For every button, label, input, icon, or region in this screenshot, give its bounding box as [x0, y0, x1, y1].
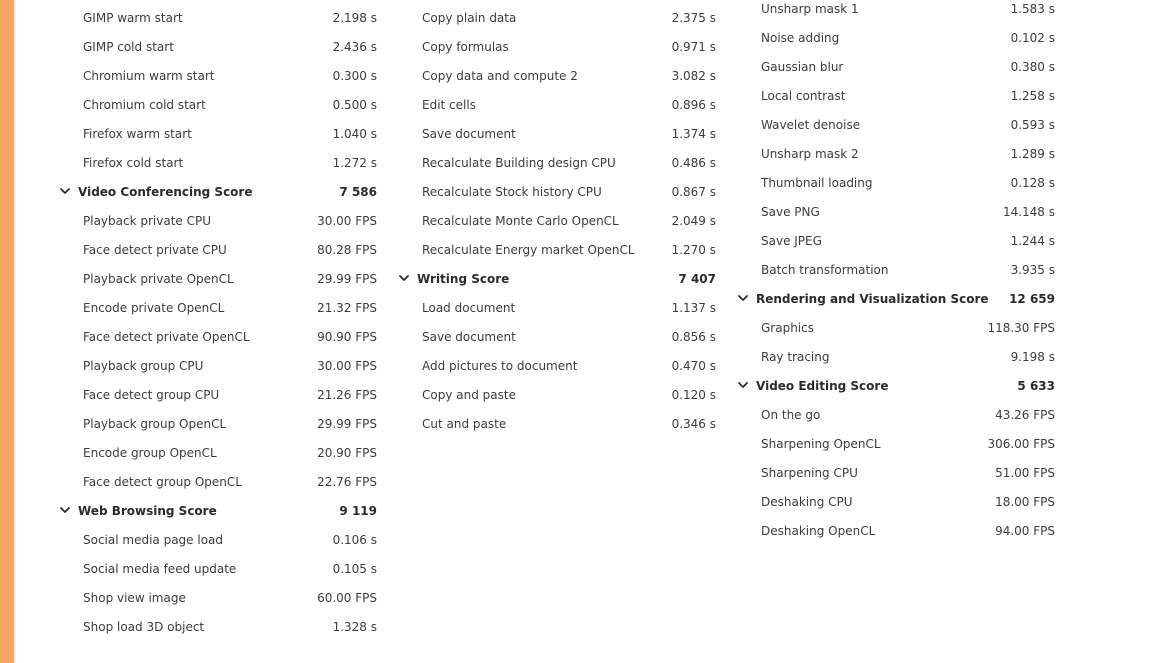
metric-row — [59, 32, 389, 61]
metric-label: Copy plain data — [422, 10, 517, 25]
metric-value: 0.120 s — [671, 387, 716, 402]
metric-value: 0.470 s — [671, 358, 716, 373]
metric-row — [398, 3, 728, 32]
video-conferencing-metric-row — [59, 235, 389, 264]
metric-label: Ray tracing — [761, 349, 830, 364]
metric-value: 2.436 s — [332, 39, 377, 54]
video-conferencing-section-title: Video Conferencing Score — [78, 184, 253, 199]
metric-row — [59, 148, 389, 177]
metric-row — [737, 81, 1067, 110]
metric-label: Playback private CPU — [83, 213, 211, 228]
metric-label: Graphics — [761, 320, 814, 335]
metric-label: Save PNG — [761, 204, 820, 219]
metric-value: 0.102 s — [1010, 30, 1055, 45]
metric-value: 43.26 FPS — [995, 407, 1055, 422]
metric-value: 1.272 s — [332, 155, 377, 170]
metric-value: 1.258 s — [1010, 88, 1055, 103]
metric-row — [737, 0, 1067, 23]
metric-value: 306.00 FPS — [987, 436, 1055, 451]
metric-label: Recalculate Monte Carlo OpenCL — [422, 213, 619, 228]
metric-value: 0.380 s — [1010, 59, 1055, 74]
metric-label: Load document — [422, 300, 516, 315]
metric-label: Sharpening CPU — [761, 465, 858, 480]
metric-row — [59, 119, 389, 148]
metric-label: Unsharp mask 2 — [761, 146, 859, 161]
metric-value: 30.00 FPS — [317, 358, 377, 373]
metric-label: Edit cells — [422, 97, 476, 112]
video-conferencing-metric-row — [59, 206, 389, 235]
metric-value: 0.486 s — [671, 155, 716, 170]
metric-value: 1.289 s — [1010, 146, 1055, 161]
video-conferencing-metric-row — [59, 293, 389, 322]
writing-metric-row — [398, 322, 728, 351]
metric-label: Recalculate Energy market OpenCL — [422, 242, 635, 257]
metric-row — [737, 226, 1067, 255]
video-editing-metric-row — [737, 400, 1067, 429]
metric-value: 1.328 s — [332, 619, 377, 634]
video-editing-section-title: Video Editing Score — [756, 378, 889, 393]
rendering-visualization-section-title: Rendering and Visualization Score — [756, 291, 989, 306]
metric-value: 51.00 FPS — [995, 465, 1055, 480]
web-browsing-score-value: 9 119 — [339, 503, 377, 518]
metric-value: 0.867 s — [671, 184, 716, 199]
writing-section — [398, 264, 728, 438]
metric-label: GIMP cold start — [83, 39, 174, 54]
accent-bar — [0, 0, 14, 663]
metric-row — [59, 61, 389, 90]
metric-value: 20.90 FPS — [317, 445, 377, 460]
chevron-down-icon[interactable] — [59, 185, 71, 197]
writing-metric-row — [398, 380, 728, 409]
writing-metric-row — [398, 409, 728, 438]
metric-label: Face detect group OpenCL — [83, 474, 242, 489]
video-conferencing-section-header[interactable] — [59, 177, 389, 206]
metric-value: 2.375 s — [671, 10, 716, 25]
metric-label: Firefox warm start — [83, 126, 192, 141]
chevron-down-icon[interactable] — [398, 272, 410, 284]
metric-value: 22.76 FPS — [317, 474, 377, 489]
metric-label: Save JPEG — [761, 233, 822, 248]
web-browsing-metric-row — [59, 583, 389, 612]
metric-label: Copy data and compute 2 — [422, 68, 578, 83]
rendering-visualization-section-header[interactable] — [737, 284, 1067, 313]
metric-row — [737, 168, 1067, 197]
results-column-1 — [59, 3, 389, 641]
metric-label: Sharpening OpenCL — [761, 436, 881, 451]
metric-value: 1.244 s — [1010, 233, 1055, 248]
metric-value: 1.040 s — [332, 126, 377, 141]
metric-value: 21.26 FPS — [317, 387, 377, 402]
metric-value: 29.99 FPS — [317, 271, 377, 286]
metric-label: Recalculate Stock history CPU — [422, 184, 602, 199]
metric-value: 80.28 FPS — [317, 242, 377, 257]
metric-row — [737, 255, 1067, 284]
metric-label: Deshaking CPU — [761, 494, 853, 509]
metric-label: Shop load 3D object — [83, 619, 205, 634]
metric-value: 0.106 s — [332, 532, 377, 547]
metric-label: Copy formulas — [422, 39, 509, 54]
metric-label: Cut and paste — [422, 416, 507, 431]
video-conferencing-metric-row — [59, 467, 389, 496]
metric-value: 0.896 s — [671, 97, 716, 112]
metric-value: 0.128 s — [1010, 175, 1055, 190]
metric-label: Playback group CPU — [83, 358, 204, 373]
video-conferencing-metric-row — [59, 409, 389, 438]
chevron-down-icon[interactable] — [59, 504, 71, 516]
metric-label: Noise adding — [761, 30, 840, 45]
web-browsing-metric-row — [59, 612, 389, 641]
web-browsing-metric-row — [59, 554, 389, 583]
metric-label: Wavelet denoise — [761, 117, 861, 132]
rendering-visualization-metric-row — [737, 313, 1067, 342]
metric-value: 118.30 FPS — [987, 320, 1055, 335]
metric-value: 30.00 FPS — [317, 213, 377, 228]
metric-value: 0.971 s — [671, 39, 716, 54]
video-conferencing-metric-row — [59, 380, 389, 409]
metric-row — [59, 3, 389, 32]
video-conferencing-metric-row — [59, 351, 389, 380]
metric-value: 2.198 s — [332, 10, 377, 25]
metric-value: 3.935 s — [1010, 262, 1055, 277]
metric-row — [398, 177, 728, 206]
metric-label: Face detect private CPU — [83, 242, 227, 257]
video-editing-metric-row — [737, 487, 1067, 516]
video-editing-metric-row — [737, 516, 1067, 545]
metric-row — [398, 206, 728, 235]
metric-label: Face detect group CPU — [83, 387, 220, 402]
video-conferencing-metric-row — [59, 264, 389, 293]
metric-label: Chromium cold start — [83, 97, 206, 112]
metric-row — [398, 32, 728, 61]
rendering-visualization-score-value: 12 659 — [1009, 291, 1055, 306]
results-column-2 — [398, 3, 728, 438]
metric-label: Shop view image — [83, 590, 186, 605]
metric-value: 2.049 s — [671, 213, 716, 228]
metric-row — [737, 52, 1067, 81]
metric-label: Chromium warm start — [83, 68, 215, 83]
writing-metric-row — [398, 351, 728, 380]
metric-row — [737, 197, 1067, 226]
metric-value: 9.198 s — [1010, 349, 1055, 364]
video-conferencing-section — [59, 177, 389, 496]
web-browsing-section — [59, 496, 389, 641]
rendering-visualization-section — [737, 284, 1067, 371]
metric-row — [398, 119, 728, 148]
metric-value: 0.593 s — [1010, 117, 1055, 132]
metric-row — [737, 139, 1067, 168]
video-conferencing-metric-row — [59, 438, 389, 467]
metric-row — [398, 61, 728, 90]
web-browsing-section-header[interactable] — [59, 496, 389, 525]
metric-label: Gaussian blur — [761, 59, 844, 74]
video-editing-metric-row — [737, 429, 1067, 458]
metric-row — [398, 148, 728, 177]
metric-label: Save document — [422, 126, 516, 141]
chevron-down-icon[interactable] — [737, 379, 749, 391]
chevron-down-icon[interactable] — [737, 292, 749, 304]
metric-label: Local contrast — [761, 88, 846, 103]
metric-value: 1.374 s — [671, 126, 716, 141]
metric-label: Playback group OpenCL — [83, 416, 227, 431]
video-conferencing-metric-row — [59, 322, 389, 351]
accent-divider — [14, 0, 15, 663]
metric-value: 29.99 FPS — [317, 416, 377, 431]
metric-value: 0.856 s — [671, 329, 716, 344]
metric-row — [398, 90, 728, 119]
video-editing-section-header[interactable] — [737, 371, 1067, 400]
results-column-3 — [737, 0, 1067, 545]
metric-label: Encode group OpenCL — [83, 445, 217, 460]
metric-label: Social media page load — [83, 532, 224, 547]
web-browsing-metric-row — [59, 525, 389, 554]
metric-value: 18.00 FPS — [995, 494, 1055, 509]
metric-row — [737, 23, 1067, 52]
metric-value: 90.90 FPS — [317, 329, 377, 344]
metric-value: 3.082 s — [671, 68, 716, 83]
writing-score-value: 7 407 — [678, 271, 716, 286]
metric-value: 1.583 s — [1010, 1, 1055, 16]
writing-metric-row — [398, 293, 728, 322]
metric-label: Firefox cold start — [83, 155, 184, 170]
video-editing-score-value: 5 633 — [1017, 378, 1055, 393]
metric-label: On the go — [761, 407, 821, 422]
video-conferencing-score-value: 7 586 — [339, 184, 377, 199]
metric-label: Deshaking OpenCL — [761, 523, 876, 538]
web-browsing-section-title: Web Browsing Score — [78, 503, 217, 518]
writing-section-title: Writing Score — [417, 271, 510, 286]
metric-label: Face detect private OpenCL — [83, 329, 250, 344]
metric-label: GIMP warm start — [83, 10, 183, 25]
metric-label: Unsharp mask 1 — [761, 1, 859, 16]
metric-label: Batch transformation — [761, 262, 889, 277]
metric-value: 0.346 s — [671, 416, 716, 431]
metric-label: Thumbnail loading — [761, 175, 873, 190]
metric-value: 0.105 s — [332, 561, 377, 576]
video-editing-section — [737, 371, 1067, 545]
metric-value: 14.148 s — [1002, 204, 1055, 219]
metric-label: Social media feed update — [83, 561, 237, 576]
metric-value: 0.300 s — [332, 68, 377, 83]
metric-value: 94.00 FPS — [995, 523, 1055, 538]
metric-value: 21.32 FPS — [317, 300, 377, 315]
metric-label: Encode private OpenCL — [83, 300, 225, 315]
metric-value: 1.137 s — [671, 300, 716, 315]
metric-label: Copy and paste — [422, 387, 516, 402]
metric-row — [398, 235, 728, 264]
metric-label: Save document — [422, 329, 516, 344]
rendering-visualization-metric-row — [737, 342, 1067, 371]
metric-value: 0.500 s — [332, 97, 377, 112]
metric-value: 1.270 s — [671, 242, 716, 257]
metric-row — [59, 90, 389, 119]
writing-section-header[interactable] — [398, 264, 728, 293]
metric-row — [737, 110, 1067, 139]
metric-label: Add pictures to document — [422, 358, 578, 373]
metric-value: 60.00 FPS — [317, 590, 377, 605]
metric-label: Playback private OpenCL — [83, 271, 234, 286]
metric-label: Recalculate Building design CPU — [422, 155, 616, 170]
video-editing-metric-row — [737, 458, 1067, 487]
